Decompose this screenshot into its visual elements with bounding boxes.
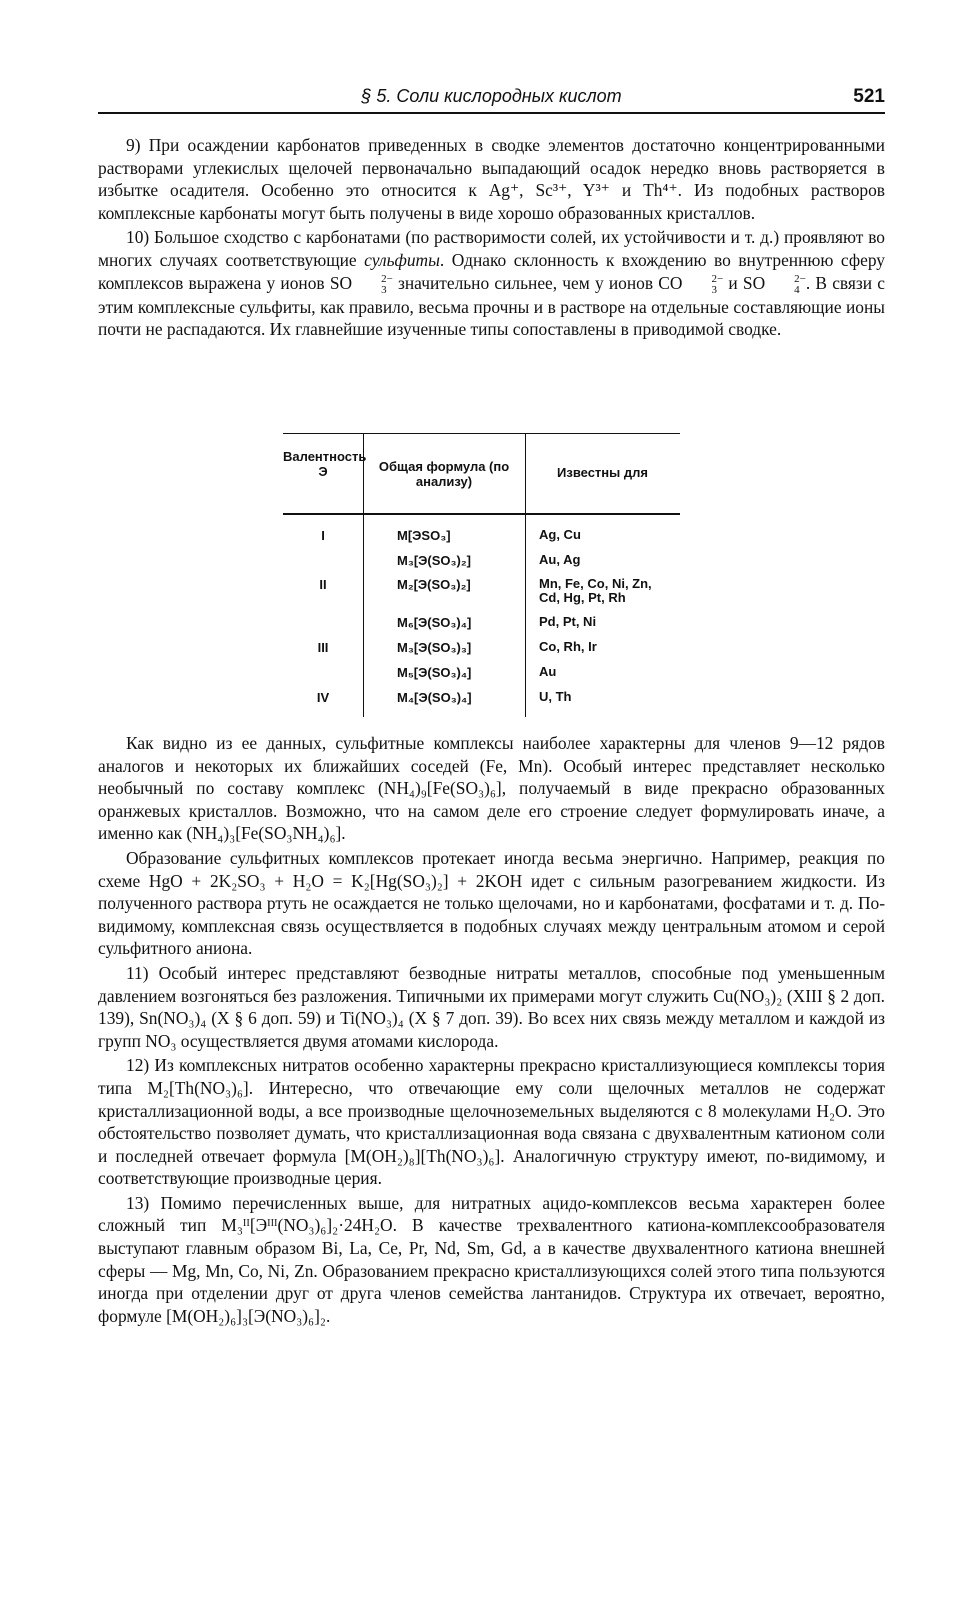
- text-after-table: [98, 732, 885, 1329]
- paragraph-after-table-2: Образование сульфитных комплексов протекает иногда весьма энергично. Например, реакция по схеме HgO + 2K₂SO₃ + H₂O = K₂[Hg(SO₃)₂] + 2KOH идет с сильным разогреванием жидкости. Из полученного раствора ртуть не осаждается не только щелочами, но и карбонатами, фосфатами и т. д. По-видимому, комплексная связь осуществляется в подобных случаях между центральным атомом и серой сульфитного аниона.: [98, 847, 885, 959]
- page-header: [98, 82, 885, 114]
- cell-known-for: Au: [539, 664, 557, 679]
- paragraph-10-and: и: [723, 272, 743, 293]
- cell-known-for: Co, Rh, Ir: [539, 639, 597, 654]
- ion-so4-base: SO: [742, 272, 766, 293]
- table-row: [283, 528, 680, 550]
- table-header-rule: [283, 513, 680, 515]
- emphasis-sulfites: сульфиты: [364, 249, 440, 270]
- paragraph-10-part-b: . Однако склонность к вхождению во внутреннюю сферу комплексов выражена у ионов: [98, 249, 885, 293]
- text-before-table: [98, 134, 885, 343]
- table-top-rule: [283, 433, 680, 434]
- cell-formula: M₂[Э(SO₃)₂]: [397, 577, 471, 592]
- header-known-for: Известны для: [557, 465, 648, 480]
- cell-known-for: Mn, Fe, Co, Ni, Zn, Cd, Hg, Pt, Rh: [539, 576, 652, 605]
- cell-formula: M₃[Э(SO₃)₂]: [397, 553, 471, 568]
- ion-so3: [329, 272, 393, 296]
- ion-co3-charge: 2−: [711, 272, 724, 285]
- page-number: 521: [853, 86, 885, 107]
- header-formula: Общая формула (по анализу): [378, 459, 510, 489]
- cell-formula: M₆[Э(SO₃)₄]: [397, 615, 472, 630]
- paragraph-9: 9) При осаждении карбонатов приведенных в сводке элементов достаточно концентрированными растворами углекислых щелочей первоначально выпадающий осадок нередко вновь растворяется в избытке осадителя. Особенно это относится к Ag⁺, Sc³⁺, Y³⁺ и Th⁴⁺. Из подобных растворов комплексные карбонаты могут быть получены в виде хорошо образованных кристаллов.: [98, 135, 885, 223]
- cell-formula: M[ЭSO₃]: [397, 528, 451, 543]
- cell-formula: M₄[Э(SO₃)₄]: [397, 690, 472, 705]
- ion-so4: [742, 272, 806, 296]
- paragraph-10-part-a: 10) Большое сходство с карбонатами (по растворимости солей, их устойчивости и т. д.) проявляют во многих случаях соответствующие: [98, 227, 885, 270]
- cell-known-for: Ag, Cu: [539, 527, 581, 542]
- cell-valence: I: [321, 528, 325, 543]
- paragraph-10: [98, 226, 885, 340]
- paragraph-13: 13) Помимо перечисленных выше, для нитратных ацидо-комплексов весьма характерен более сложный тип M₃ᴵᴵ[Эᴵᴵᴵ(NO₃)₆]₂·24H₂O. В качестве трехвалентного катиона-комплексообразователя выступают главным образом Bi, La, Ce, Pr, Nd, Sm, Gd, а в качестве двухвалентного катиона внешней сферы — Mg, Mn, Co, Ni, Zn. Образованием прекрасно кристаллизующихся солей этого типа пользуются иногда при отделении друг от друга членов семейства лантанидов. Структура их отвечает, вероятно, формуле [M(OH₂)₆]₃[Э(NO₃)₆]₂.: [98, 1192, 885, 1326]
- table-row: [283, 615, 680, 637]
- ion-so3-base: SO: [329, 272, 353, 293]
- ion-co3: [658, 272, 724, 296]
- cell-valence: IV: [316, 690, 330, 705]
- ion-so4-index: 4: [794, 283, 800, 296]
- ion-so3-charge: 2−: [381, 272, 393, 285]
- header-valence: Валентность Э: [283, 449, 367, 479]
- cell-known-for: U, Th: [539, 689, 572, 704]
- cell-known-for: Au, Ag: [539, 552, 581, 567]
- ion-co3-base: CO: [658, 272, 683, 293]
- table-row: [283, 665, 680, 687]
- paragraph-11: 11) Особый интерес представляют безводные нитраты металлов, способные под уменьшенным давлением возгоняться без разложения. Типичными их примерами могут служить Cu(NO₃)₂ (XIII § 2 доп. 139), Sn(NO₃)₄ (X § 6 доп. 59) и Ti(NO₃)₄ (X § 7 доп. 39). Во всех них связь между металлом и каждой из групп NO₃ осуществляется двумя атомами кислорода.: [98, 962, 885, 1051]
- cell-formula: M₃[Э(SO₃)₃]: [397, 640, 472, 655]
- ion-so3-index: 3: [381, 283, 387, 296]
- paragraph-after-table-1: Как видно из ее данных, сульфитные комплексы наиболее характерны для членов 9—12 рядов аналогов и некоторых их ближайших соседей (Fe, Mn). Особый интерес представляет несколько необычный по составу комплекс (NH₄)₉[Fe(SO₃)₆], получаемый в виде прекрасно образованных оранжевых кристаллов. Возможно, что на самом деле его строение следует формулировать иначе, а именно как (NH₄)₃[Fe(SO₃NH₄)₆].: [98, 733, 885, 844]
- cell-known-for: Pd, Pt, Ni: [539, 614, 597, 629]
- paragraph-10-part-d: . В связи с этим комплексные сульфиты, как правило, весьма прочны и в растворе на отдельные составляющие ионы почти не распадаются. Их главнейшие изученные типы сопоставлены в приводимой сводке.: [98, 272, 886, 340]
- cell-valence: II: [319, 577, 327, 592]
- table-row: [283, 553, 680, 575]
- cell-formula: M₅[Э(SO₃)₄]: [397, 665, 472, 680]
- cell-valence: III: [317, 640, 329, 655]
- table-row: [283, 690, 680, 712]
- running-title: § 5. Соли кислородных кислот: [361, 86, 622, 106]
- sulfite-complex-table: [283, 433, 680, 717]
- ion-co3-index: 3: [711, 283, 717, 296]
- table-row: [283, 576, 680, 605]
- table-row: [283, 640, 680, 662]
- paragraph-10-part-c: значительно сильнее, чем у ионов: [392, 272, 659, 293]
- ion-so4-charge: 2−: [794, 272, 806, 285]
- paragraph-12: 12) Из комплексных нитратов особенно характерны прекрасно кристаллизующиеся комплексы тория типа M₂[Th(NO₃)₆]. Интересно, что отвечающие ему соли щелочных металлов не содержат кристаллизационной воды, а все производные щелочноземельных выделяются с 8 молекулами H₂O. Это обстоятельство позволяет думать, что кристаллизационная вода связана с двухвалентным катионом соли и последней отвечает формула [M(OH₂)₈][Th(NO₃)₆]. Аналогичную структуру имеют, по-видимому, и соответствующие производные церия.: [98, 1055, 885, 1189]
